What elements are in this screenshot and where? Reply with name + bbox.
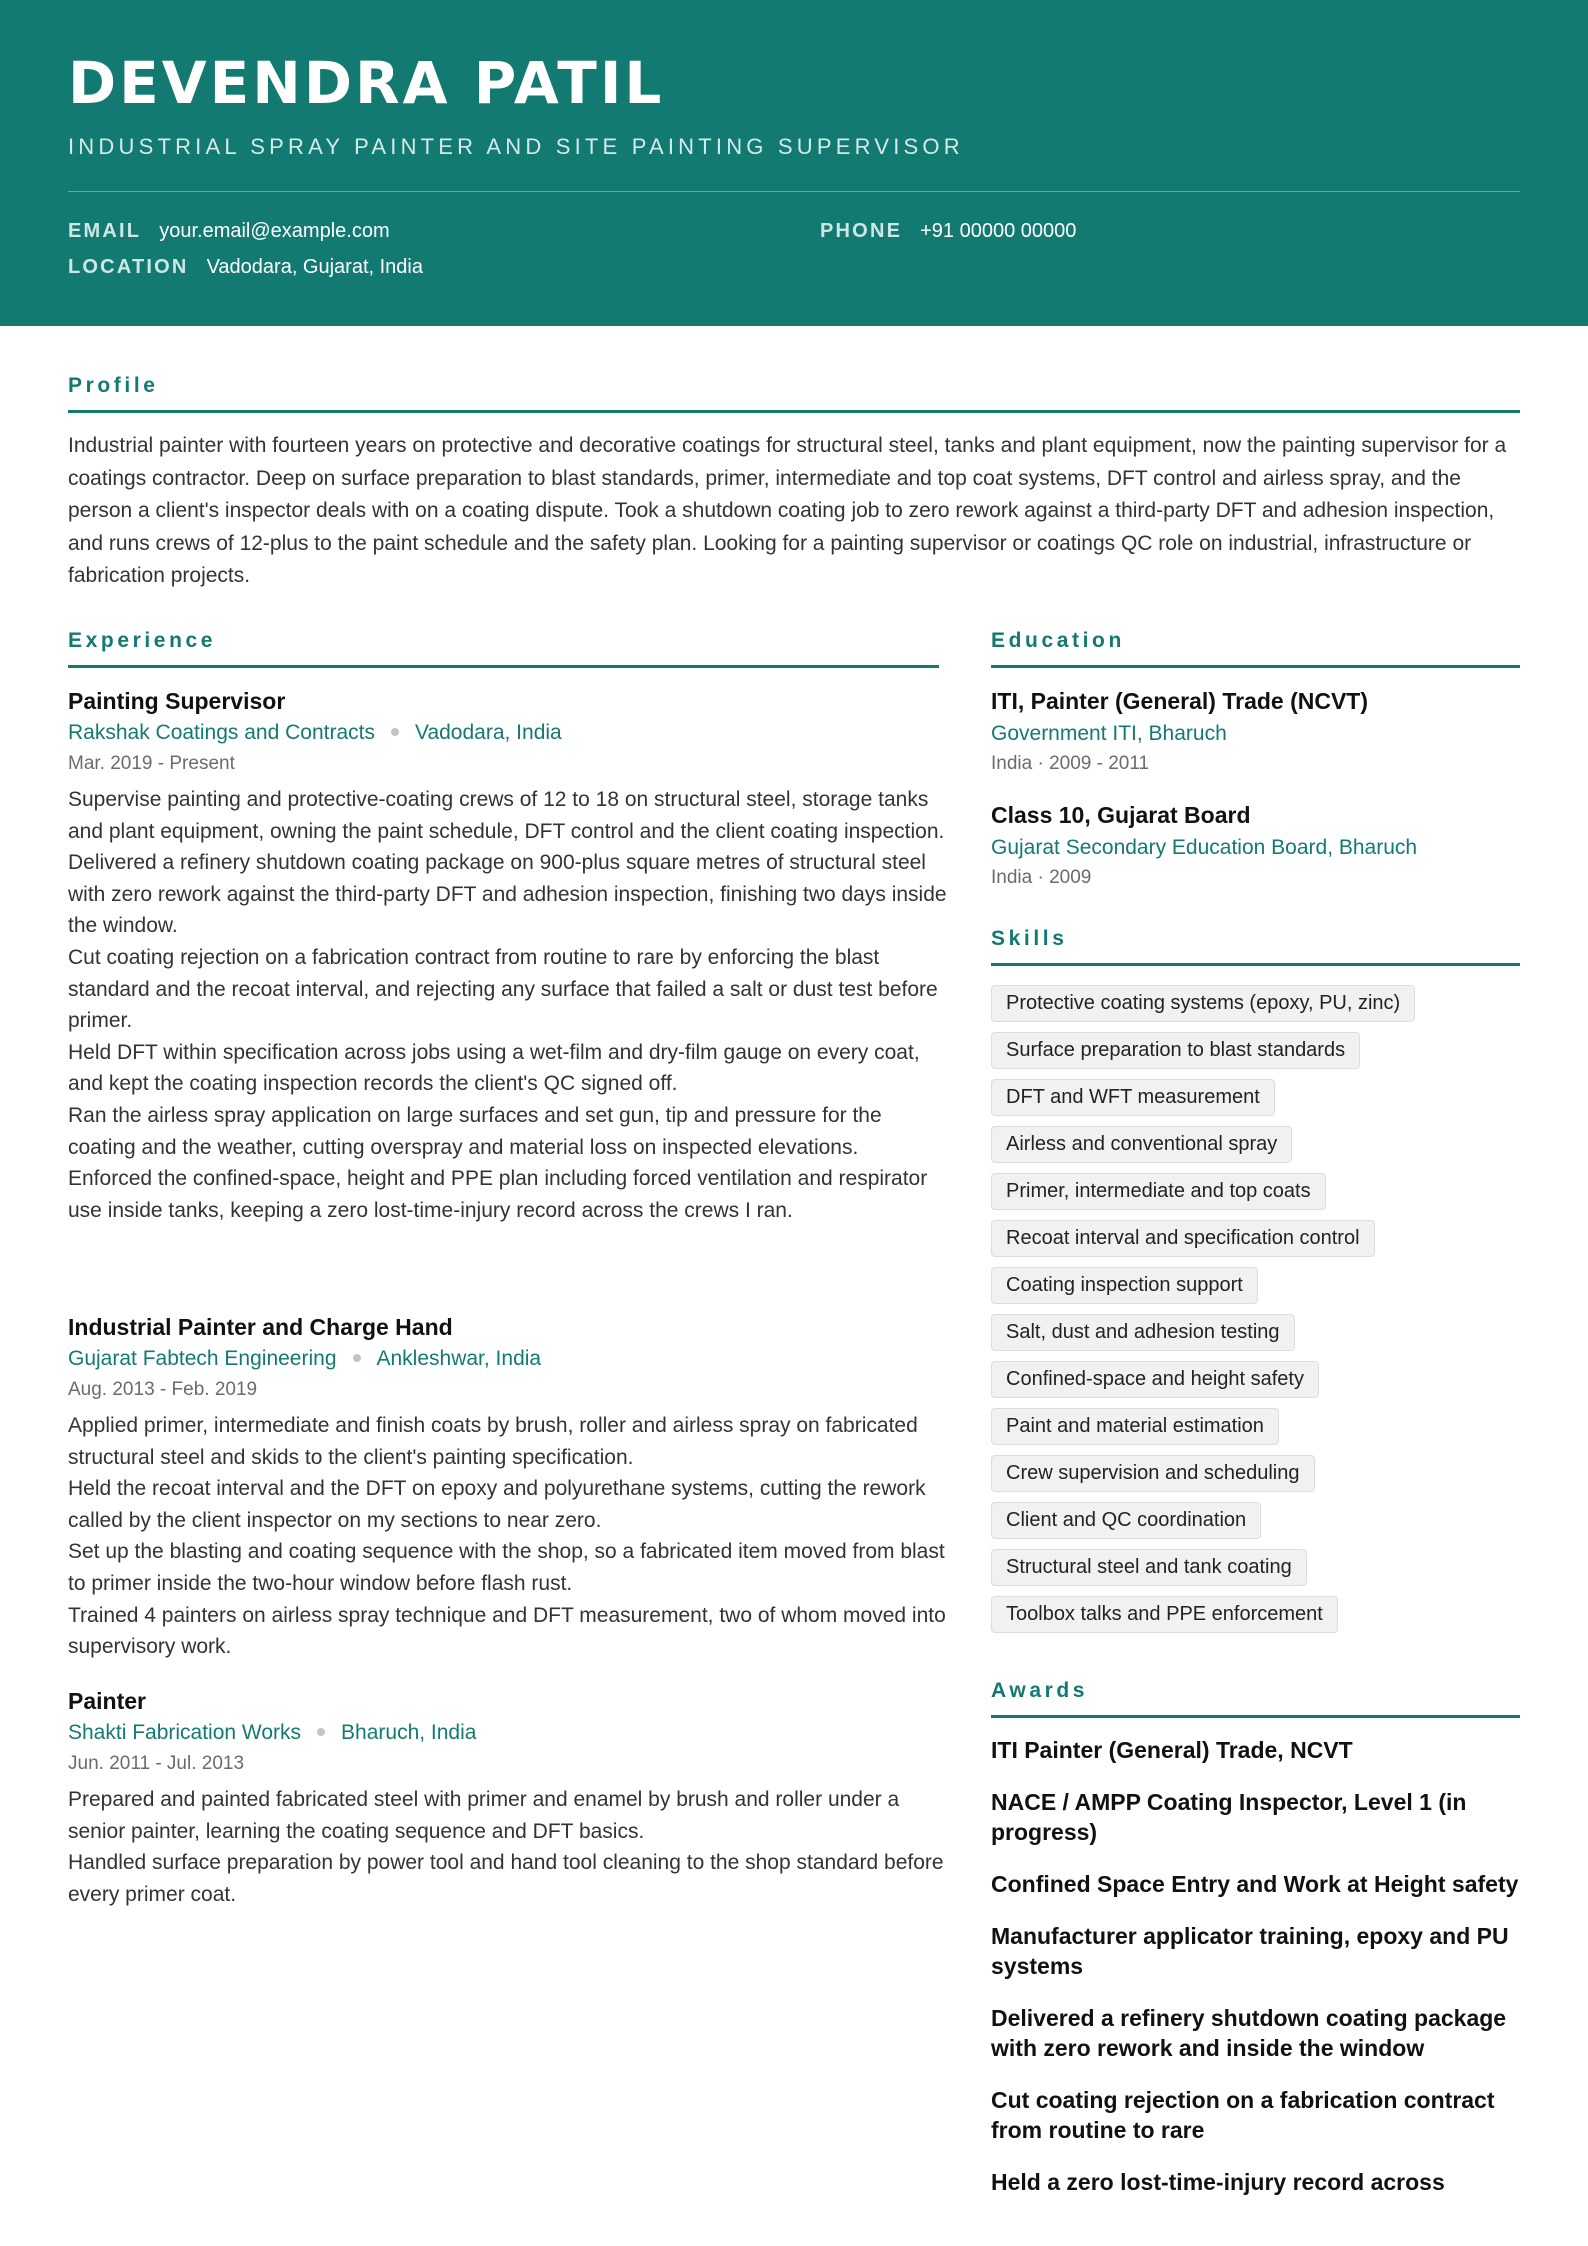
education-title: Class 10, Gujarat Board: [991, 802, 1251, 828]
job-bullet: Trained 4 painters on airless spray technique and DFT measurement, two of whom moved into supervisory work.: [68, 1603, 946, 1659]
job-bullets: [68, 784, 948, 1226]
job-bullet: Set up the blasting and coating sequence with the shop, so a fabricated item moved from blast to primer inside the two-hour window before flash rust.: [68, 1540, 945, 1595]
job-dates: Mar. 2019 - Present: [68, 753, 235, 774]
separator-dot: [391, 728, 399, 736]
job-bullet: Handled surface preparation by power tool and hand tool cleaning to the shop standard before every primer coat.: [68, 1851, 944, 1906]
skill-tag: Surface preparation to blast standards: [991, 1032, 1360, 1069]
award-item: Held a zero lost-time-injury record across: [991, 2169, 1445, 2195]
skill-tag: Recoat interval and specification control: [991, 1220, 1375, 1257]
separator-dot: [317, 1728, 325, 1736]
job-bullet: Supervise painting and protective-coating crews of 12 to 18 on structural steel, storage tanks and plant equipment, owning the paint schedule, DFT control and the client coating inspection.: [68, 788, 945, 843]
skill-tag: Confined-space and height safety: [991, 1361, 1319, 1398]
job-location: Vadodara, India: [415, 721, 562, 744]
header-divider: [68, 191, 1520, 192]
experience-heading: Experience: [68, 629, 217, 652]
education-meta: India · 2009 - 2011: [991, 753, 1150, 774]
job-title: Painter: [68, 1688, 146, 1714]
job-bullet: Applied primer, intermediate and finish coats by brush, roller and airless spray on fabricated structural steel and skids to the client's painting specification.: [68, 1414, 918, 1469]
job-dates: Jun. 2011 - Jul. 2013: [68, 1753, 245, 1774]
skill-tag: Crew supervision and scheduling: [991, 1455, 1315, 1492]
education-divider: [991, 665, 1520, 668]
job-company: Gujarat Fabtech Engineering: [68, 1347, 337, 1370]
job-org-line: [68, 1718, 948, 1748]
resume-header: [0, 0, 1588, 326]
job-bullet: Prepared and painted fabricated steel with primer and enamel by brush and roller under a senior painter, learning the coating sequence and DFT basics.: [68, 1788, 900, 1843]
skill-tag: DFT and WFT measurement: [991, 1079, 1275, 1116]
education-meta: India · 2009: [991, 867, 1092, 888]
job-location: Ankleshwar, India: [376, 1347, 542, 1370]
profile-summary: Industrial painter with fourteen years on protective and decorative coatings for structural steel, tanks and plant equipment, now the painting supervisor for a coatings contractor. Deep on surface preparation to blast standards, primer, intermediate and top coat systems, DFT control and airless spray, and the person a client's inspector deals with on a coating dispute. Took a shutdown coating job to zero rework against a third-party DFT and adhesion inspection, and runs crews of 12-plus to the paint schedule and the safety plan. Looking for a painting supervisor or coatings QC role on industrial, infrastructure or fabrication projects.: [68, 434, 1507, 588]
job-bullet: Ran the airless spray application on large surfaces and set gun, tip and pressure for the coating and the weather, cutting overspray and material loss on inspected elevations.: [68, 1103, 882, 1159]
skill-tag: Salt, dust and adhesion testing: [991, 1314, 1295, 1351]
job-dates: Aug. 2013 - Feb. 2019: [68, 1379, 258, 1400]
education-heading: Education: [991, 629, 1125, 652]
job-entry: [68, 686, 948, 1226]
education-entry: [991, 686, 1521, 778]
skill-tag: Coating inspection support: [991, 1267, 1258, 1304]
job-title: Painting Supervisor: [68, 688, 286, 714]
award-item: Manufacturer applicator training, epoxy and PU systems: [991, 1923, 1509, 1979]
location-value: Vadodara, Gujarat, India: [206, 256, 423, 278]
skills-list: [991, 985, 1531, 1643]
awards-list: [991, 1735, 1531, 2219]
email-value[interactable]: your.email@example.com: [159, 220, 390, 242]
education-entry: [991, 800, 1521, 892]
profile-heading: Profile: [68, 374, 159, 397]
education-institution: Gujarat Secondary Education Board, Bharuch: [991, 836, 1418, 859]
phone-label: PHONE: [820, 220, 903, 242]
job-company: Shakti Fabrication Works: [68, 1721, 302, 1744]
job-org-line: [68, 1344, 948, 1374]
contact-email: [68, 219, 390, 243]
skills-heading: Skills: [991, 927, 1068, 950]
job-bullet: Cut coating rejection on a fabrication contract from routine to rare by enforcing the blast standard and the recoat interval, and rejecting any surface that failed a salt or dust test before primer.: [68, 945, 938, 1033]
skill-tag: Structural steel and tank coating: [991, 1549, 1307, 1586]
profile-divider: [68, 410, 1520, 413]
job-bullet: Held the recoat interval and the DFT on epoxy and polyurethane systems, cutting the rework called by the client inspector on my sections to near zero.: [68, 1477, 926, 1532]
education-title: ITI, Painter (General) Trade (NCVT): [991, 688, 1369, 714]
education-institution: Government ITI, Bharuch: [991, 722, 1227, 745]
phone-value[interactable]: +91 00000 00000: [920, 220, 1077, 242]
awards-heading: Awards: [991, 1679, 1089, 1702]
skills-divider: [991, 963, 1520, 966]
separator-dot: [353, 1354, 361, 1362]
job-bullet: Held DFT within specification across jobs using a wet-film and dry-film gauge on every coat, and kept the coating inspection records the client's QC signed off.: [68, 1040, 920, 1096]
contact-location: [68, 255, 423, 279]
job-bullet: Delivered a refinery shutdown coating package on 900-plus square metres of structural steel with zero rework against the third-party DFT and adhesion inspection, finishing two days inside the window.: [68, 851, 947, 938]
skill-tag: Protective coating systems (epoxy, PU, zinc): [991, 985, 1415, 1022]
experience-divider: [68, 665, 939, 668]
job-company: Rakshak Coatings and Contracts: [68, 721, 375, 744]
job-location: Bharuch, India: [341, 1721, 477, 1744]
awards-divider: [991, 1715, 1520, 1718]
job-entry: [68, 1686, 948, 1910]
award-item: Delivered a refinery shutdown coating package with zero rework and inside the window: [991, 2005, 1507, 2061]
skill-tag: Client and QC coordination: [991, 1502, 1261, 1539]
job-org-line: [68, 718, 948, 748]
skill-tag: Paint and material estimation: [991, 1408, 1279, 1445]
location-label: LOCATION: [68, 256, 189, 278]
skill-tag: Primer, intermediate and top coats: [991, 1173, 1326, 1210]
candidate-title: INDUSTRIAL SPRAY PAINTER AND SITE PAINTING SUPERVISOR: [68, 134, 964, 159]
job-bullets: [68, 1784, 948, 1910]
award-item: Confined Space Entry and Work at Height safety: [991, 1871, 1519, 1897]
award-item: Cut coating rejection on a fabrication contract from routine to rare: [991, 2087, 1495, 2143]
skill-tag: Toolbox talks and PPE enforcement: [991, 1596, 1338, 1633]
job-title: Industrial Painter and Charge Hand: [68, 1314, 453, 1340]
email-label: EMAIL: [68, 220, 142, 242]
award-item: NACE / AMPP Coating Inspector, Level 1 (in progress): [991, 1789, 1467, 1845]
job-bullets: [68, 1410, 948, 1663]
skill-tag: Airless and conventional spray: [991, 1126, 1292, 1163]
contact-phone: [820, 219, 1076, 243]
candidate-name: DEVENDRA PATIL: [68, 49, 665, 117]
job-bullet: Enforced the confined-space, height and PPE plan including forced ventilation and respirator use inside tanks, keeping a zero lost-time-injury record across the crews I ran.: [68, 1167, 928, 1222]
award-item: ITI Painter (General) Trade, NCVT: [991, 1737, 1353, 1763]
job-entry: [68, 1312, 948, 1663]
